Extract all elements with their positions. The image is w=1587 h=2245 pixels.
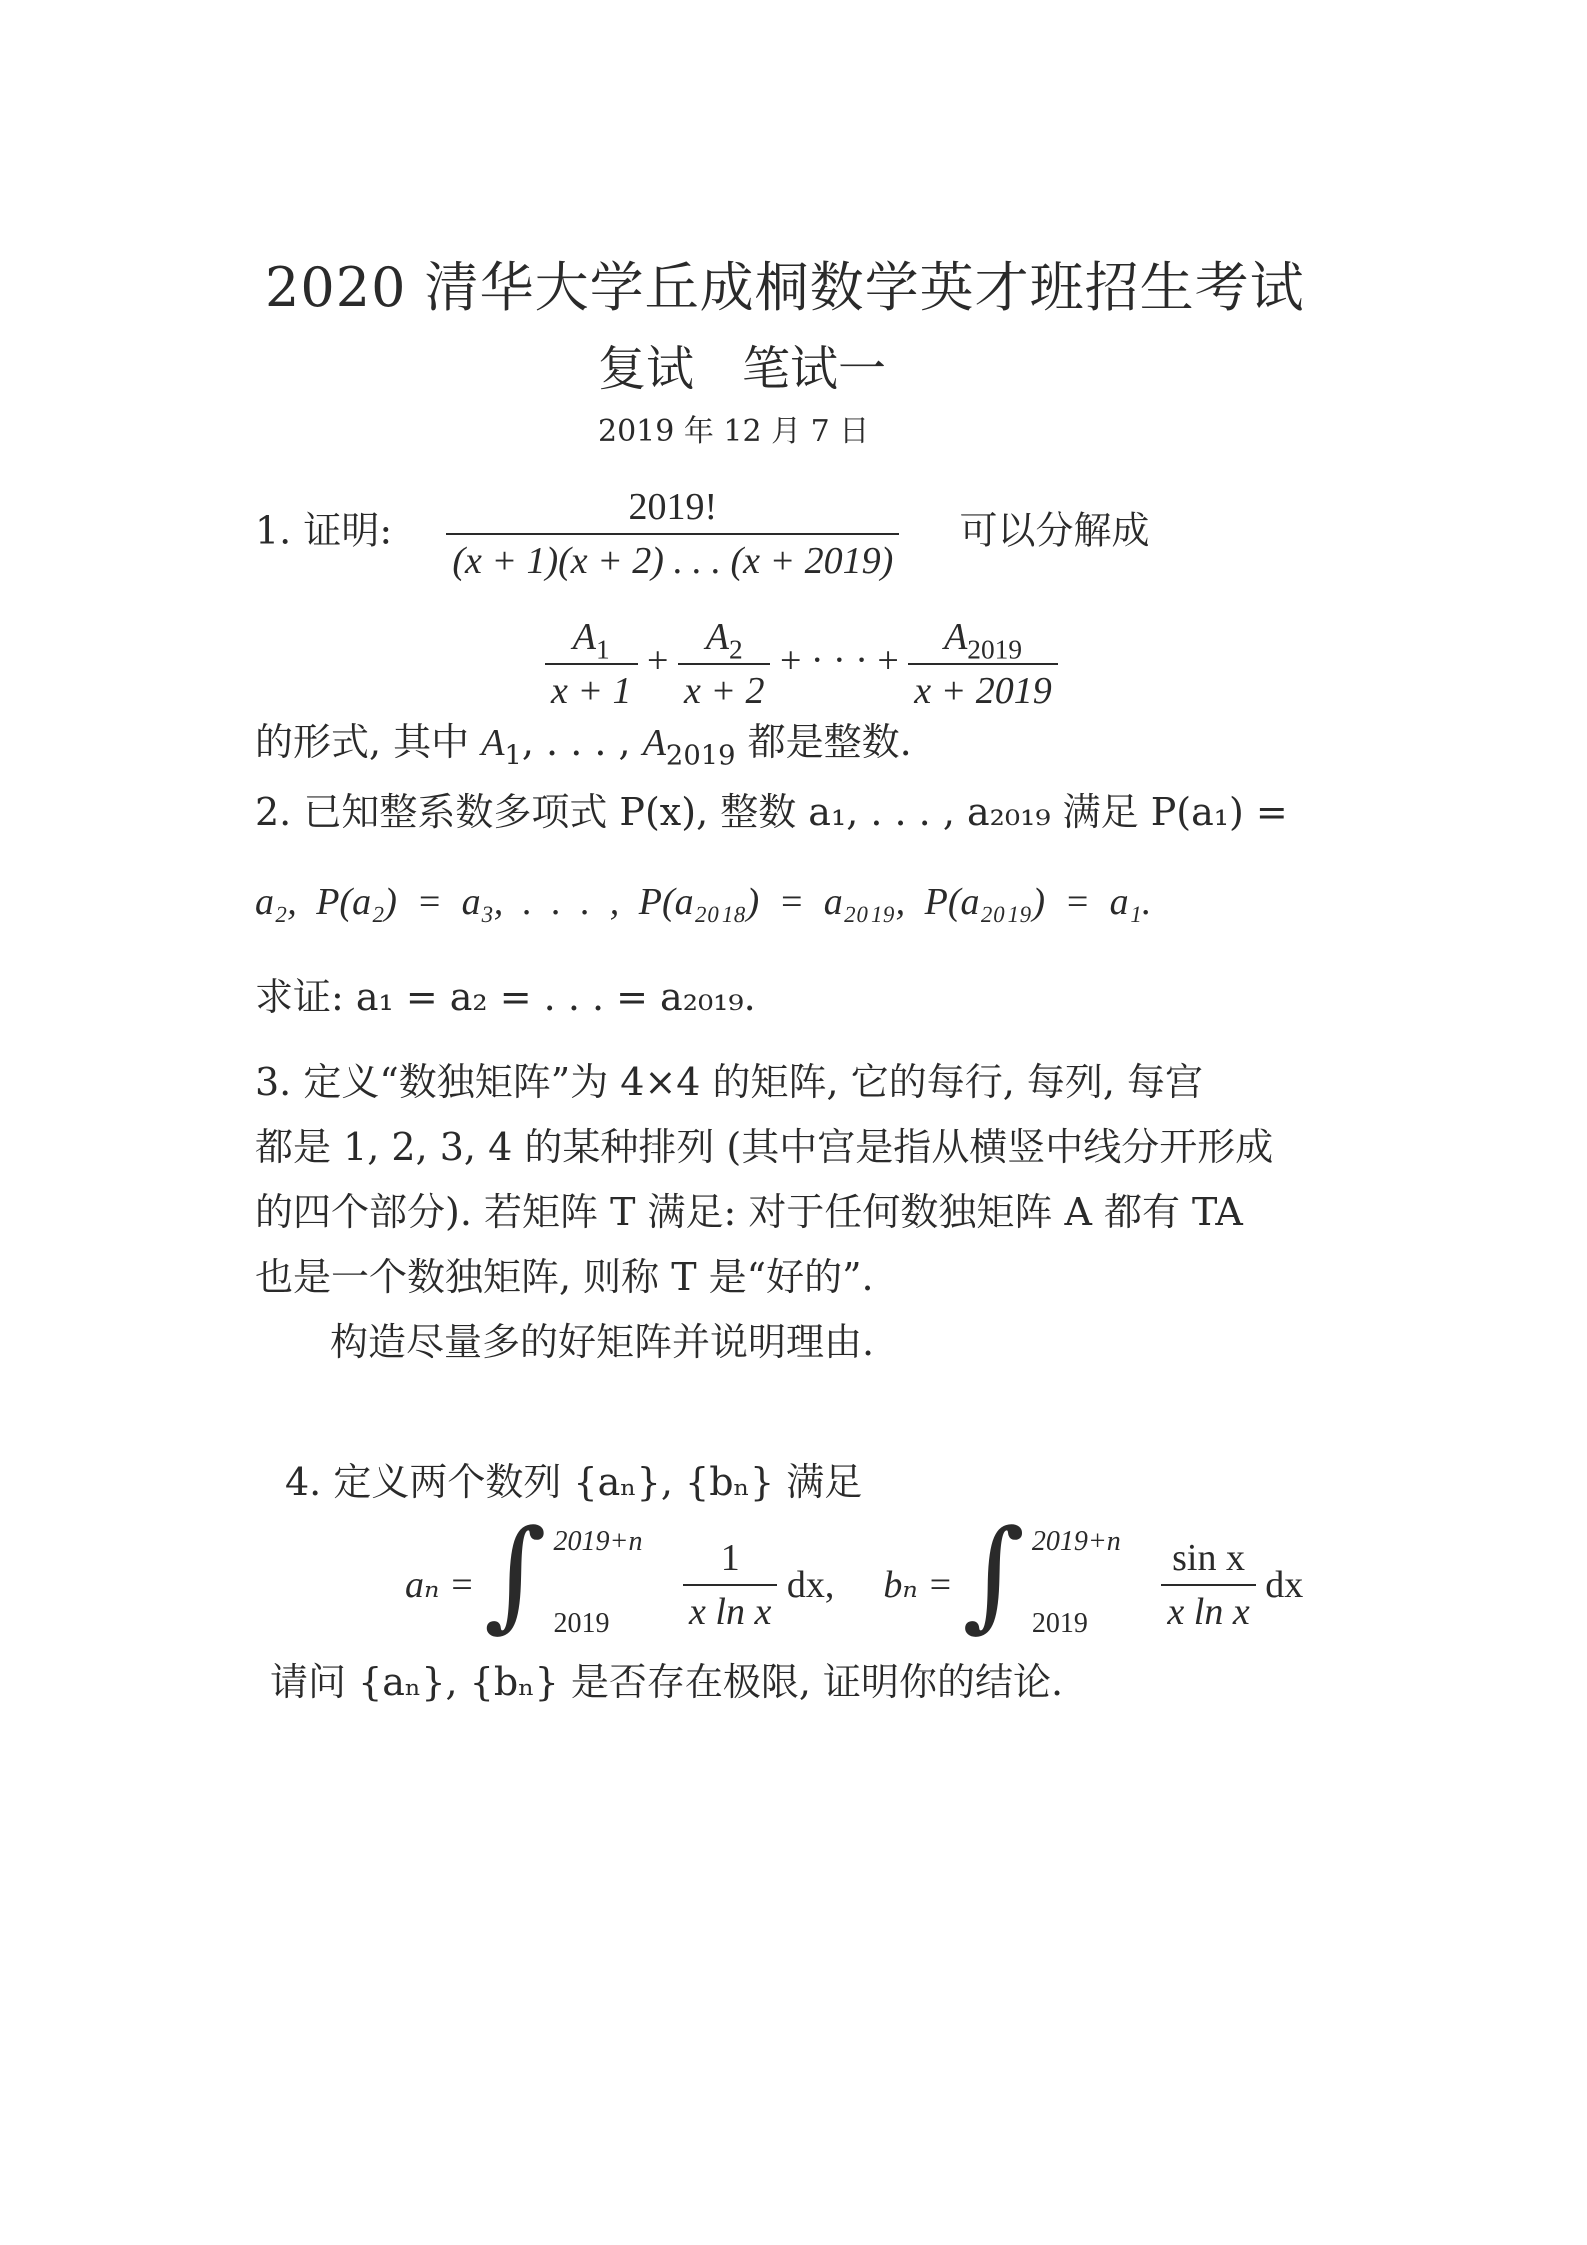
problem-4-integrals xyxy=(405,1505,1304,1660)
problem-1-tail: 可以分解成 xyxy=(959,508,1150,553)
conclusion-prefix: 的形式, 其中 xyxy=(255,720,482,764)
plus-sign: + xyxy=(647,639,669,682)
fraction-denominator: (x + 1)(x + 2) . . . (x + 2019) xyxy=(452,540,894,582)
an-definition-lhs: aₙ = xyxy=(405,1564,475,1606)
fraction-numerator: 2019! xyxy=(446,485,899,535)
integrand-b-den: x ln x xyxy=(1167,1591,1250,1633)
lower-limit-b: 2019 xyxy=(1031,1608,1088,1639)
integrand-a-num: 1 xyxy=(683,1536,777,1586)
conclusion-an-sub: 2019 xyxy=(665,740,736,772)
integrand-a-den: x ln x xyxy=(689,1591,772,1633)
problem-2-line-3: 求证: a₁ = a₂ = . . . = a₂₀₁₉. xyxy=(255,975,756,1019)
integral-sign-b xyxy=(962,1505,1025,1650)
differential-a: dx, xyxy=(786,1564,835,1606)
integral-glyph-b: ∫ xyxy=(962,1505,1025,1644)
problem-3-line-2: 都是 1, 2, 3, 4 的某种排列 (其中宫是指从横竖中线分开形成 xyxy=(255,1125,1274,1169)
exam-subtitle: 复试 笔试一 xyxy=(598,341,887,397)
integral-limits-a xyxy=(554,1520,674,1650)
conclusion-a1: A xyxy=(481,722,505,764)
term-1-fraction xyxy=(545,615,638,713)
term-2-denominator: x + 2 xyxy=(683,670,765,712)
conclusion-an: A xyxy=(642,722,666,764)
integrand-b xyxy=(1161,1536,1255,1634)
term-n-coef: A xyxy=(944,616,968,658)
problem-1-partial-fraction-sum xyxy=(545,615,1058,713)
problem-4-line-1: 4. 定义两个数列 {aₙ}, {bₙ} 满足 xyxy=(285,1460,863,1504)
problem-4-question: 请问 {aₙ}, {bₙ} 是否存在极限, 证明你的结论. xyxy=(270,1660,1064,1704)
problem-3-line-3: 的四个部分). 若矩阵 T 满足: 对于任何数独矩阵 A 都有 TA xyxy=(255,1190,1243,1234)
term-1-coef-sub: 1 xyxy=(596,634,610,665)
term-1-denominator: x + 1 xyxy=(551,670,632,712)
term-n-fraction xyxy=(908,615,1058,713)
problem-3-line-1: 3. 定义“数独矩阵”为 4×4 的矩阵, 它的每行, 每列, 每宫 xyxy=(255,1060,1204,1104)
integral-sign-a xyxy=(484,1505,547,1650)
integrand-b-num: sin x xyxy=(1161,1536,1255,1586)
integrand-a xyxy=(683,1536,777,1634)
ellipsis-plus: + · · · + xyxy=(779,639,899,682)
problem-1-label: 1. 证明: xyxy=(255,508,393,553)
problem-2-line-2: a₂, P(a₂) = a₃, . . . , P(a₂₀₁₈) = a₂₀₁₉, P(a₂₀₁₉) = a₁. xyxy=(255,881,1152,923)
exam-title: 2020 清华大学丘成桐数学英才班招生考试 xyxy=(265,256,1305,319)
problem-1-main-fraction xyxy=(446,485,899,583)
problem-3-line-5: 构造尽量多的好矩阵并说明理由. xyxy=(330,1320,875,1364)
term-2-coef-sub: 2 xyxy=(728,634,743,665)
upper-limit-b: 2019+n xyxy=(1031,1526,1121,1557)
problem-1-conclusion xyxy=(255,720,912,772)
upper-limit-a: 2019+n xyxy=(553,1526,643,1557)
term-1-coef: A xyxy=(572,616,597,658)
problem-3-line-4: 也是一个数独矩阵, 则称 T 是“好的”. xyxy=(255,1255,874,1299)
term-n-denominator: x + 2019 xyxy=(914,670,1052,712)
differential-b: dx xyxy=(1265,1564,1304,1606)
integral-limits-b xyxy=(1032,1520,1152,1650)
bn-definition-lhs: bₙ = xyxy=(883,1564,953,1606)
lower-limit-a: 2019 xyxy=(553,1608,610,1639)
term-n-coef-sub: 2019 xyxy=(967,634,1023,665)
conclusion-dots: , . . . , xyxy=(521,720,643,764)
term-2-coef: A xyxy=(705,616,729,658)
exam-date: 2019 年 12 月 7 日 xyxy=(598,414,870,449)
conclusion-a1-sub: 1 xyxy=(504,740,522,772)
term-2-fraction xyxy=(678,615,771,713)
problem-2-line-1: 2. 已知整系数多项式 P(x), 整数 a₁, . . . , a₂₀₁₉ 满足 P(a₁) = xyxy=(255,790,1288,834)
integral-glyph-a: ∫ xyxy=(484,1505,547,1644)
problem-1-statement xyxy=(255,485,1149,583)
conclusion-suffix: 都是整数. xyxy=(735,720,912,764)
